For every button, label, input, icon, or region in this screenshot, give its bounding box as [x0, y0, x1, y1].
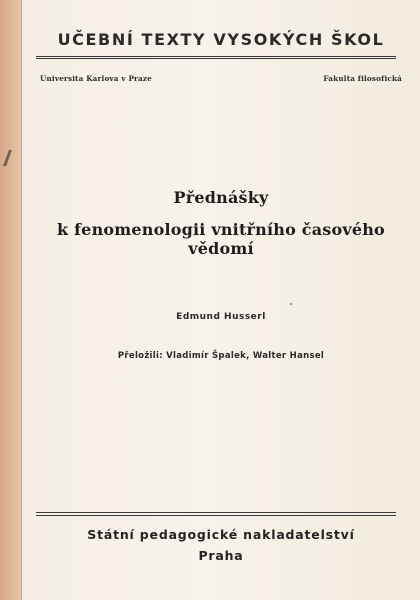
translators-line: Přeložili: Vladimír Špalek, Walter Hansel [117, 351, 325, 361]
spine-mark [3, 150, 12, 166]
book-title-line-1: Přednášky [173, 188, 269, 207]
top-rule [36, 56, 396, 57]
book-title-line-2: k fenomenologii vnitřního časového vědomí [57, 220, 385, 258]
university-name: Universita Karlova v Praze [40, 74, 152, 83]
ink-speck [290, 303, 292, 305]
cover-spine [0, 0, 22, 600]
cover-content [22, 0, 420, 600]
author-name: Edmund Husserl [176, 312, 266, 322]
faculty-name: Fakulta filosofická [323, 74, 402, 83]
publisher-city: Praha [198, 548, 244, 563]
bottom-rule-second [36, 515, 396, 516]
top-rule-second [36, 58, 396, 59]
series-title: UČEBNÍ TEXTY VYSOKÝCH ŠKOL [57, 30, 385, 49]
publisher-name: Státní pedagogické nakladatelství [87, 527, 355, 542]
bottom-rule [36, 512, 396, 513]
